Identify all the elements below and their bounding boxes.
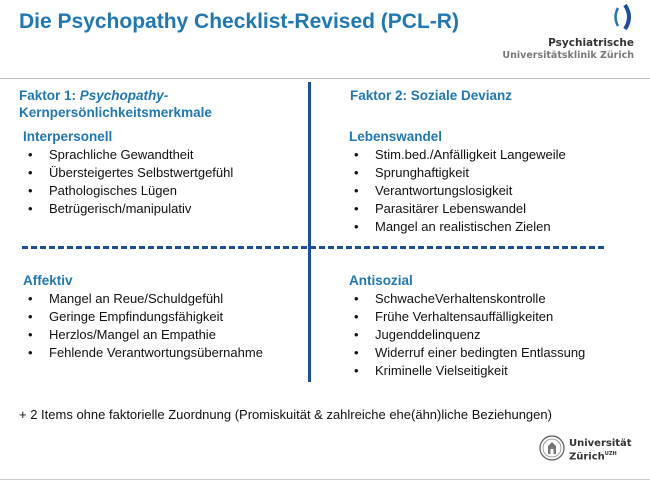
vertical-divider: [308, 82, 311, 382]
quadrant-affektiv: [23, 272, 263, 362]
uzh-logo-superscript: UZH: [604, 451, 617, 457]
list-item: • Frühe Verhaltensauffälligkeiten: [349, 308, 585, 326]
quadrant-title: Interpersonell: [23, 129, 113, 144]
list-item: • Kriminelle Vielseitigkeit: [349, 362, 585, 380]
quadrant-antisozial: [349, 272, 585, 380]
list-item: • Mangel an Reue/Schuldgefühl: [23, 290, 263, 308]
uzh-logo: [539, 435, 639, 467]
footer-divider: [0, 479, 650, 480]
list-item: • Widerruf einer bedingten Entlassung: [349, 344, 585, 362]
bullet-list: [23, 146, 233, 218]
pui-logo-line1: Psychiatrische: [548, 37, 634, 49]
uzh-logo-line2: Zürich: [569, 451, 605, 463]
list-item: • Geringe Empfindungsfähigkeit: [23, 308, 263, 326]
list-item: • Verantwortungslosigkeit: [349, 182, 566, 200]
list-item: • Betrügerisch/manipulativ: [23, 200, 233, 218]
factor1-line2: Kernpersönlichkeitsmerkmale: [19, 105, 212, 120]
list-item: • Jugenddelinquenz: [349, 326, 585, 344]
uzh-logo-text: [569, 438, 632, 462]
quadrant-interpersonell: [23, 128, 233, 218]
factor2-heading: Faktor 2: Soziale Devianz: [350, 88, 513, 103]
bullet-list: [349, 290, 585, 380]
list-item: • Herzlos/Mangel an Empathie: [23, 326, 263, 344]
list-item: • Fehlende Verantwortungsübernahme: [23, 344, 263, 362]
slide-title: Die Psychopathy Checklist-Revised (PCL-R): [19, 10, 459, 33]
list-item: • Stim.bed./Anfälligkeit Langeweile: [349, 146, 566, 164]
quadrant-title: Lebenswandel: [349, 129, 443, 144]
pui-logo: [502, 4, 638, 61]
list-item: • Pathologisches Lügen: [23, 182, 233, 200]
list-item: • Mangel an realistischen Zielen: [349, 218, 566, 236]
pui-bracket-icon: [612, 4, 634, 30]
factor1-name: Psychopathy-: [79, 88, 169, 103]
bullet-list: [349, 146, 566, 236]
pui-logo-line2: Universitätsklinik Zürich: [502, 50, 634, 61]
list-item: • Sprachliche Gewandtheit: [23, 146, 233, 164]
quadrant-title: Antisozial: [349, 273, 413, 288]
factor1-heading: [19, 87, 299, 121]
list-item: • SchwacheVerhaltenskontrolle: [349, 290, 585, 308]
bullet-list: [23, 290, 263, 362]
list-item: • Parasitärer Lebenswandel: [349, 200, 566, 218]
horizontal-divider: [22, 246, 604, 249]
footnote: + 2 Items ohne faktorielle Zuordnung (Promiskuität & zahlreiche ehe(ähn)liche Beziehungen): [19, 407, 552, 422]
factor1-prefix: Faktor 1:: [19, 88, 80, 103]
list-item: • Übersteigertes Selbstwertgefühl: [23, 164, 233, 182]
quadrant-title: Affektiv: [23, 273, 73, 288]
uzh-seal-icon: [539, 435, 565, 461]
quadrant-lebenswandel: [349, 128, 566, 236]
list-item: • Sprunghaftigkeit: [349, 164, 566, 182]
header-divider: [0, 78, 650, 79]
uzh-logo-line1: Universität: [569, 438, 632, 449]
